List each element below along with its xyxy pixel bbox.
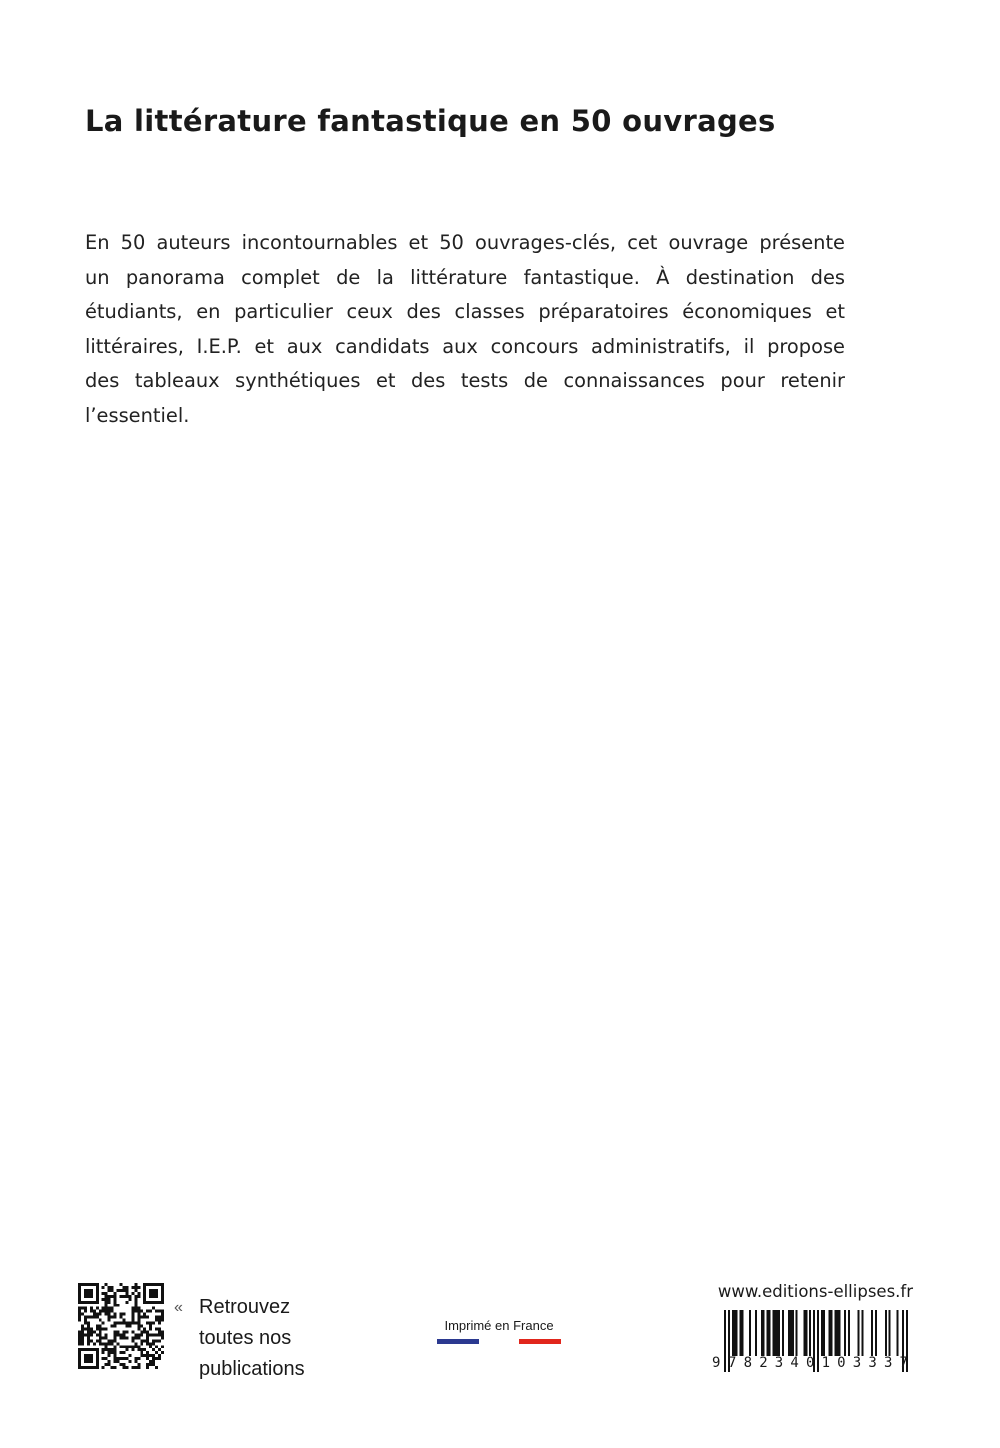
publisher-website[interactable]: www.editions-ellipses.fr: [717, 1282, 913, 1301]
barcode-bar: [734, 1310, 736, 1356]
barcode-bar: [788, 1310, 790, 1356]
description-line: un panorama complet de la littérature fantastique. À destination des: [85, 265, 845, 289]
book-title: La littérature fantastique en 50 ouvrages: [85, 104, 776, 138]
barcode-bar: [844, 1310, 846, 1356]
publications-link-line: Retrouvez: [199, 1296, 291, 1318]
description-line: En 50 auteurs incontournables et 50 ouvrages-clés, cet ouvrage présente: [85, 231, 845, 254]
barcode-bar: [739, 1310, 741, 1356]
book-description: [85, 226, 845, 433]
barcode-bar: [862, 1310, 864, 1356]
barcode-bar: [736, 1310, 738, 1356]
barcode-bar: [805, 1310, 807, 1356]
isbn-digits-text: 7 8 2 3 4 0 1 0 3 3 3 7: [728, 1355, 908, 1371]
barcode-bar: [776, 1310, 778, 1356]
barcode-bar: [803, 1310, 805, 1356]
barcode-bar: [792, 1310, 794, 1356]
barcode-bar: [749, 1310, 751, 1356]
flag-blue-stripe: [437, 1339, 479, 1344]
barcode-bar: [790, 1310, 792, 1356]
barcode-bar: [834, 1310, 836, 1356]
barcode-bar: [836, 1310, 838, 1356]
barcode-bar: [885, 1310, 887, 1356]
barcode-bar: [767, 1310, 769, 1356]
barcode-bar: [732, 1310, 734, 1356]
barcode-bar: [761, 1310, 763, 1356]
barcode-bar: [755, 1310, 757, 1356]
barcode-bar: [875, 1310, 877, 1356]
barcode-bar: [769, 1310, 771, 1356]
barcode-bar: [763, 1310, 765, 1356]
barcode-bar: [809, 1310, 811, 1356]
barcode-bar: [821, 1310, 823, 1356]
barcode-bar: [838, 1310, 840, 1356]
isbn-digits-row: [728, 1355, 908, 1371]
barcode-bar: [774, 1310, 776, 1356]
barcode-bar: [829, 1310, 831, 1356]
flag-white-stripe: [479, 1339, 519, 1344]
french-flag-bar: [437, 1339, 561, 1344]
barcode-bar: [823, 1310, 825, 1356]
barcode-bar: [782, 1310, 784, 1356]
barcode-bar: [772, 1310, 774, 1356]
description-line: étudiants, en particulier ceux des classes préparatoires économiques et: [85, 300, 845, 323]
publications-link-line: publications: [199, 1358, 305, 1380]
qr-code[interactable]: [78, 1283, 164, 1369]
barcode-bar: [831, 1310, 833, 1356]
double-chevron-left-icon: «: [174, 1299, 183, 1316]
isbn-number: [712, 1355, 908, 1373]
barcode-bar: [889, 1310, 891, 1356]
flag-red-stripe: [519, 1339, 561, 1344]
isbn-first-digit: 9: [712, 1355, 721, 1371]
barcode-bar: [848, 1310, 850, 1356]
barcode-bar: [871, 1310, 873, 1356]
barcode-bar: [741, 1310, 743, 1356]
barcode-bar: [796, 1310, 798, 1356]
barcode-bar: [778, 1310, 780, 1356]
description-line: des tableaux synthétiques et des tests de connaissances pour retenir: [85, 369, 845, 392]
description-line: littéraires, I.E.P. et aux candidats aux concours administratifs, il propose: [85, 334, 845, 358]
printed-in-france-label: Imprimé en France: [444, 1318, 554, 1333]
description-line: l’essentiel.: [85, 403, 190, 427]
barcode-bar: [896, 1310, 898, 1356]
barcode-bar: [858, 1310, 860, 1356]
publications-link[interactable]: [174, 1292, 305, 1385]
publications-link-line: toutes nos: [199, 1327, 292, 1349]
